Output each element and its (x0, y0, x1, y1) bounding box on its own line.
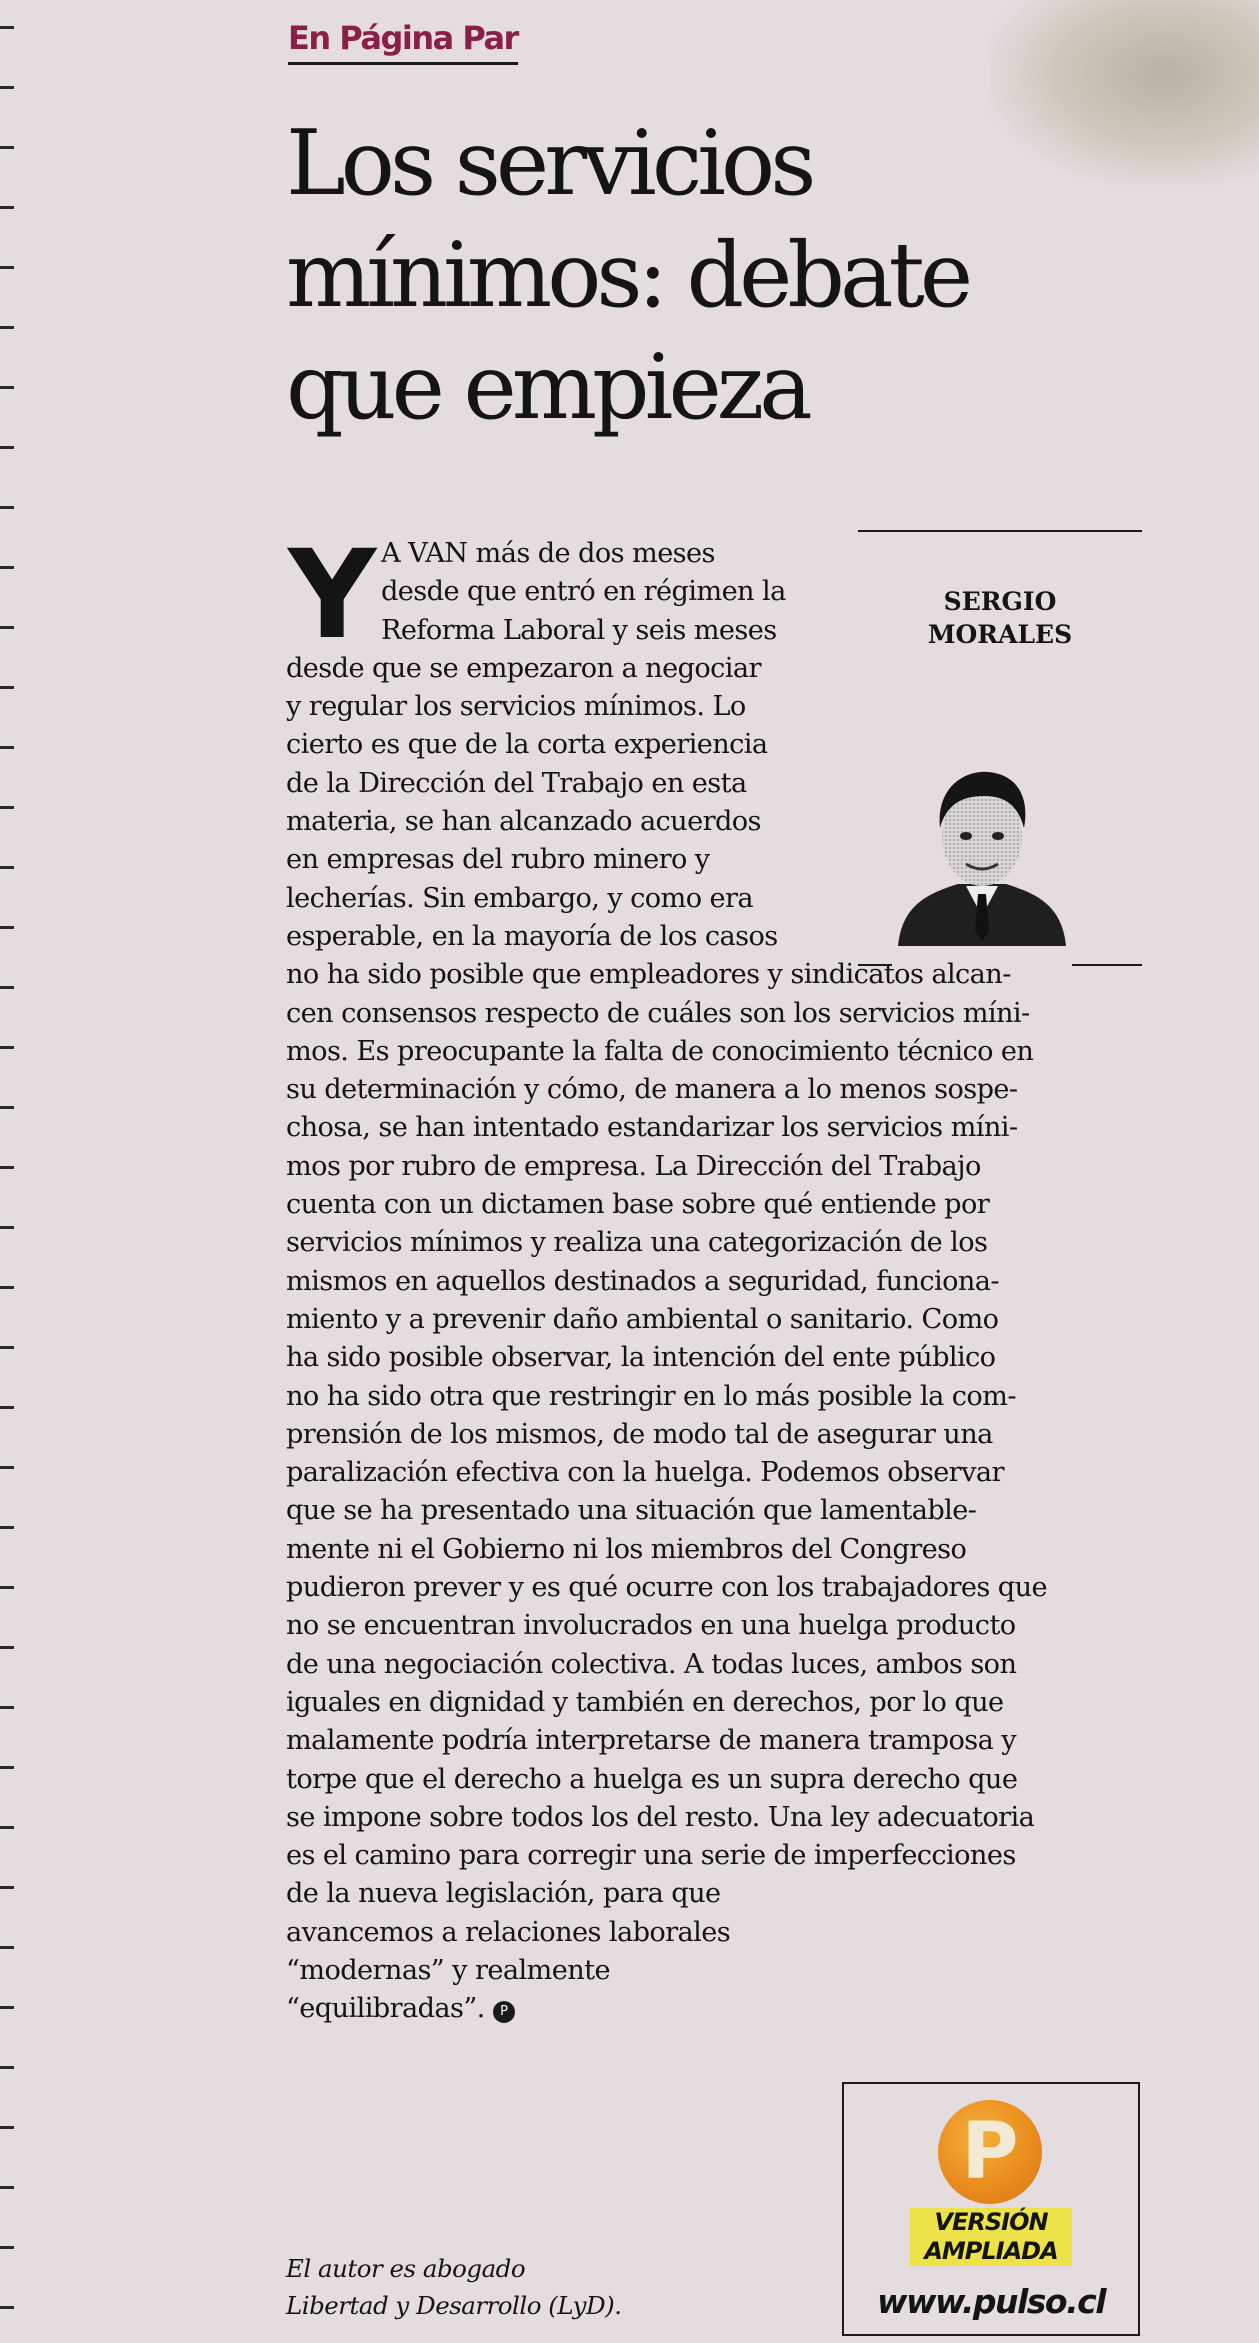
body-line: de la Dirección del Trabajo en esta (286, 767, 747, 799)
body-line: no ha sido otra que restringir en lo más posible la com- (286, 1380, 1016, 1412)
body-line: pudieron prever y es qué ocurre con los trabajadores que (286, 1572, 1047, 1604)
article-body (286, 524, 1146, 2029)
body-line: en empresas del rubro minero y (286, 844, 710, 876)
headline (286, 108, 1146, 444)
body-line: mos por rubro de empresa. La Dirección del Trabajo (286, 1150, 981, 1182)
body-line: desde que entró en régimen la (381, 576, 786, 608)
promo-label-line-2: AMPLIADA (924, 2237, 1058, 2265)
body-line: y regular los servicios mínimos. Lo (286, 691, 746, 723)
body-line: servicios mínimos y realiza una categorización de los (286, 1227, 988, 1259)
promo-label-line-1: VERSIÓN (934, 2208, 1048, 2236)
body-line: prensión de los mismos, de modo tal de asegurar una (286, 1418, 993, 1450)
body-line: su determinación y cómo, de manera a lo menos sospe- (286, 1074, 1018, 1106)
body-line: malamente podría interpretarse de manera tramposa y (286, 1725, 1016, 1757)
author-top-rule (858, 530, 1142, 532)
body-line: mos. Es preocupante la falta de conocimiento técnico en (286, 1035, 1034, 1067)
author-last-name: MORALES (927, 620, 1073, 649)
body-line: iguales en dignidad y también en derechos, por lo que (286, 1686, 1004, 1718)
body-line: lecherías. Sin embargo, y como era (286, 882, 754, 914)
body-line: Reforma Laboral y seis meses (381, 614, 777, 646)
author-credit (286, 2250, 621, 2324)
drop-cap: Y (288, 524, 373, 666)
body-line: avancemos a relaciones laborales (286, 1916, 731, 1948)
promo-label (910, 2208, 1072, 2266)
section-label: En Página Par (288, 18, 518, 65)
body-line: mismos en aquellos destinados a seguridad, funciona- (286, 1265, 1000, 1297)
author-first-name: SERGIO (943, 587, 1057, 616)
torn-left-edge (0, 0, 14, 2343)
headline-line-1: Los servicios (286, 111, 812, 216)
headline-line-2: mínimos: debate (286, 223, 969, 328)
body-line: desde que se empezaron a negociar (286, 652, 761, 684)
body-last-line (286, 1990, 1146, 2028)
body-line: mente ni el Gobierno ni los miembros del Congreso (286, 1533, 967, 1565)
author-credit-line-1: El autor es abogado (286, 2254, 526, 2283)
promo-url-link[interactable]: www.pulso.cl (876, 2282, 1106, 2321)
body-line: cuenta con un dictamen base sobre qué entiende por (286, 1189, 990, 1221)
pulso-logo-letter: P (961, 2107, 1019, 2197)
body-line: ha sido posible observar, la intención del ente público (286, 1342, 996, 1374)
body-line: paralización efectiva con la huelga. Podemos observar (286, 1457, 1004, 1489)
body-line: chosa, se han intentado estandarizar los servicios míni- (286, 1112, 1018, 1144)
body-line: se impone sobre todos los del resto. Una ley adecuatoria (286, 1801, 1035, 1833)
body-line: cierto es que de la corta experiencia (286, 729, 768, 761)
body-line: es el camino para corregir una serie de imperfecciones (286, 1840, 1016, 1872)
promo-box (842, 2082, 1140, 2336)
pulso-logo-icon (938, 2100, 1042, 2204)
body-line: esperable, en la mayoría de los casos (286, 920, 778, 952)
body-line: no ha sido posible que empleadores y sindicatos alcan- (286, 959, 1011, 991)
body-line: cen consensos respecto de cuáles son los servicios míni- (286, 997, 1030, 1029)
headline-line-3: que empieza (286, 335, 808, 440)
body-line: de una negociación colectiva. A todas luces, ambos son (286, 1648, 1017, 1680)
body-line: torpe que el derecho a huelga es un supra derecho que (286, 1763, 1018, 1795)
body-line: de la nueva legislación, para que (286, 1878, 721, 1910)
body-line: “equilibradas”. (286, 1993, 485, 2025)
body-line: no se encuentran involucrados en una huelga producto (286, 1610, 1016, 1642)
body-line: A VAN más de dos meses (381, 538, 715, 569)
body-line: miento y a prevenir daño ambiental o sanitario. Como (286, 1303, 999, 1335)
body-line: materia, se han alcanzado acuerdos (286, 806, 761, 838)
author-credit-line-2: Libertad y Desarrollo (LyD). (286, 2291, 622, 2320)
body-line: “modernas” y realmente (286, 1954, 610, 1986)
end-mark-icon: P (493, 2001, 515, 2023)
body-line: que se ha presentado una situación que lamentable- (286, 1495, 977, 1527)
